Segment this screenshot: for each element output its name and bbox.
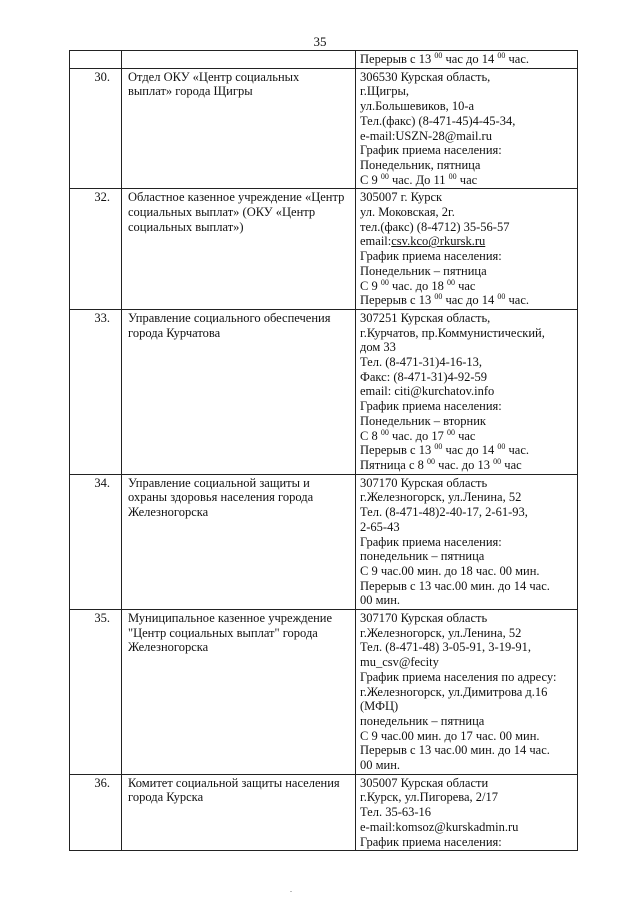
contact-info-text: г.Железногорск, ул.Ленина, 52 [360, 490, 522, 505]
organization-cell [122, 189, 356, 310]
row-number-cell: 30. [70, 68, 122, 189]
table-row [70, 51, 578, 69]
contact-info-line [360, 835, 573, 850]
contact-info-text: 00 мин. [360, 593, 401, 608]
organization-cell [122, 474, 356, 609]
contact-info-text: час [454, 428, 476, 443]
contact-info-text: Тел. (8-471-48)2-40-17, 2-61-93, [360, 505, 528, 520]
row-number-cell: 34. [70, 474, 122, 609]
row-number-cell: 35. [70, 610, 122, 775]
contact-info-line [360, 579, 573, 594]
time-minutes-superscript: 00 [427, 456, 436, 466]
contact-info-cell [356, 610, 578, 775]
contact-info-text: График приема населения по адресу: [360, 669, 557, 684]
contact-info-text: 307170 Курская область [360, 475, 488, 490]
email-link: csv.kco@rkursk.ru [391, 234, 486, 249]
contact-info-line [360, 220, 573, 235]
contact-info-text: Тел.(факс) (8-471-45)4-45-34, [360, 113, 516, 128]
contact-info-line [360, 655, 573, 670]
contact-info-text: час. [505, 52, 529, 66]
contact-info-line [360, 685, 573, 700]
contact-info-text: час. до 18 [388, 278, 447, 293]
contact-info-line [360, 326, 573, 341]
contact-info-line [360, 820, 573, 835]
contact-info-text: График приема населения: [360, 399, 502, 414]
contact-info-text: С 9 [360, 172, 381, 187]
page-number: 35 [313, 34, 327, 49]
contact-info-text: Факс: (8-471-31)4-92-59 [360, 369, 488, 384]
time-minutes-superscript: 00 [380, 277, 389, 287]
contact-info-cell [356, 309, 578, 474]
contact-info-text: График приема населения: [360, 249, 502, 264]
time-minutes-superscript: 00 [497, 292, 506, 302]
contact-info-text: г.Железногорск, ул.Ленина, 52 [360, 625, 522, 640]
time-minutes-superscript: 00 [434, 442, 443, 452]
contact-info-text: г.Курск, ул.Пигорева, 2/17 [360, 790, 499, 805]
organization-name-line: Железногорска [128, 505, 209, 520]
contact-info-text: ул.Большевиков, 10-а [360, 99, 475, 114]
contact-info-line [360, 70, 573, 85]
contact-info-text: 306530 Курская область, [360, 69, 491, 84]
contact-info-text: Тел. 35-63-16 [360, 805, 432, 820]
organization-name-line: города Курска [128, 790, 204, 805]
organization-cell [122, 610, 356, 775]
time-minutes-superscript: 00 [448, 171, 457, 181]
contact-info-line [360, 490, 573, 505]
contact-info-text: час. до 17 [388, 428, 447, 443]
contact-info-text: Понедельник – вторник [360, 413, 486, 428]
contact-info-line [360, 173, 573, 188]
organization-cell [122, 774, 356, 851]
contact-info-text: (МФЦ) [360, 699, 399, 714]
organization-name-line: Управление социальной защиты и [128, 475, 310, 490]
contact-info-line [360, 593, 573, 608]
contact-info-text: час. до 13 [435, 457, 494, 472]
contact-info-line [360, 505, 573, 520]
contact-info-text: email: [360, 234, 392, 249]
contact-info-cell [356, 474, 578, 609]
contact-info-line [360, 520, 573, 535]
contact-info-line [360, 84, 573, 99]
contact-info-line [360, 399, 573, 414]
contact-info-line [360, 114, 573, 129]
contact-info-text: e-mail:komsoz@kurskadmin.ru [360, 819, 519, 834]
contact-info-text: mu_csv@fecity [360, 655, 439, 670]
organization-name-line: Комитет социальной защиты населения [128, 775, 340, 790]
contact-info-text: Перерыв с 13 час.00 мин. до 14 час. [360, 578, 550, 593]
contact-info-text: час. [505, 293, 529, 308]
time-minutes-superscript: 00 [380, 427, 389, 437]
contact-info-text: час до 14 [442, 443, 498, 458]
contact-info-text: Понедельник, пятница [360, 157, 481, 172]
contact-info-line [360, 355, 573, 370]
contact-info-line [360, 205, 573, 220]
contact-info-line [360, 293, 573, 308]
contact-info-line [360, 458, 573, 473]
organization-cell [122, 309, 356, 474]
contact-info-text: г.Щигры, [360, 84, 410, 99]
contact-info-text: тел.(факс) (8-4712) 35-56-57 [360, 219, 510, 234]
contact-info-line [360, 640, 573, 655]
contact-info-text: 2-65-43 [360, 519, 400, 534]
contact-info-text: 00 мин. [360, 758, 401, 773]
contact-info-line [360, 158, 573, 173]
organization-cell [122, 68, 356, 189]
contact-info-line [360, 249, 573, 264]
contact-info-line [360, 340, 573, 355]
contact-info-text: дом 33 [360, 340, 396, 355]
row-number-cell: 33. [70, 309, 122, 474]
contact-info-line [360, 535, 573, 550]
contact-info-line [360, 714, 573, 729]
contact-info-text: С 9 [360, 278, 381, 293]
time-minutes-superscript: 00 [497, 51, 506, 60]
contact-info-text: email: citi@kurchatov.info [360, 384, 495, 399]
contact-info-cell [356, 774, 578, 851]
contact-info-text: Понедельник – пятница [360, 263, 487, 278]
row-number-cell [70, 51, 122, 69]
organization-name-line: Областное казенное учреждение «Центр [128, 190, 345, 205]
contact-info-line [360, 626, 573, 641]
time-minutes-superscript: 00 [446, 277, 455, 287]
contact-info-text: Перерыв с 13 [360, 52, 435, 66]
contacts-table [69, 50, 578, 851]
contact-info-text: г.Курчатов, пр.Коммунистический, [360, 325, 545, 340]
contact-info-text: понедельник – пятница [360, 713, 485, 728]
contact-info-cell [356, 189, 578, 310]
contact-info-text: Перерыв с 13 час.00 мин. до 14 час. [360, 743, 550, 758]
contact-info-line [360, 670, 573, 685]
contact-info-line [360, 129, 573, 144]
organization-name-line: "Центр социальных выплат" города [128, 625, 318, 640]
contact-info-line [360, 279, 573, 294]
contact-info-text: С 9 час.00 мин. до 17 час. 00 мин. [360, 728, 540, 743]
contact-info-text: час. До 11 [388, 172, 449, 187]
contact-info-text: час [454, 278, 476, 293]
table-row [70, 474, 578, 609]
contact-info-line [360, 190, 573, 205]
contact-info-text: 307251 Курская область, [360, 310, 491, 325]
contact-info-text: С 8 [360, 428, 381, 443]
organization-name-line: Муниципальное казенное учреждение [128, 611, 333, 626]
contact-info-text: Перерыв с 13 [360, 443, 435, 458]
contact-info-line [360, 429, 573, 444]
contact-info-text: г.Железногорск, ул.Димитрова д.16 [360, 684, 548, 699]
row-number-cell: 32. [70, 189, 122, 310]
organization-name-line: охраны здоровья населения города [128, 490, 314, 505]
contact-info-line [360, 549, 573, 564]
contact-info-text: час до 14 [442, 52, 498, 66]
contact-info-text: Пятница с 8 [360, 457, 428, 472]
time-minutes-superscript: 00 [434, 292, 443, 302]
contact-info-line [360, 443, 573, 458]
contact-info-text: График приема населения: [360, 834, 502, 849]
time-minutes-superscript: 00 [497, 442, 506, 452]
contact-info-text: График приема населения: [360, 143, 502, 158]
contact-info-line [360, 790, 573, 805]
contact-info-text: Перерыв с 13 [360, 293, 435, 308]
contact-info-line [360, 776, 573, 791]
contact-info-text: час. [505, 443, 529, 458]
table-row [70, 774, 578, 851]
organization-name-line: Железногорска [128, 640, 209, 655]
time-minutes-superscript: 00 [434, 51, 443, 60]
contact-info-text: час до 14 [442, 293, 498, 308]
contact-info-text: 305007 г. Курск [360, 190, 443, 205]
contact-info-line [360, 729, 573, 744]
contact-info-line [360, 264, 573, 279]
contact-info-line [360, 234, 573, 249]
contact-info-text: 305007 Курская области [360, 775, 489, 790]
contact-info-line [360, 758, 573, 773]
table-row [70, 610, 578, 775]
table-row [70, 309, 578, 474]
table-row [70, 189, 578, 310]
contact-info-text: понедельник – пятница [360, 549, 485, 564]
contact-info-line [360, 743, 573, 758]
organization-name-line: социальных выплат») [128, 219, 244, 234]
contact-info-text: e-mail:USZN-28@mail.ru [360, 128, 492, 143]
organization-cell [122, 51, 356, 69]
contact-info-text: час [456, 172, 478, 187]
organization-name-line: Отдел ОКУ «Центр социальных [128, 69, 300, 84]
contact-info-line [360, 414, 573, 429]
contact-info-text: Тел. (8-471-31)4-16-13, [360, 355, 483, 370]
organization-name-line: социальных выплат» (ОКУ «Центр [128, 205, 316, 220]
organization-name-line: выплат» города Щигры [128, 84, 253, 99]
contact-info-line [360, 370, 573, 385]
contact-info-cell [356, 68, 578, 189]
contact-info-line [360, 99, 573, 114]
contact-info-text: час [501, 457, 522, 472]
time-minutes-superscript: 00 [446, 427, 455, 437]
time-minutes-superscript: 00 [380, 171, 389, 181]
organization-name-line: Управление социального обеспечения [128, 310, 331, 325]
contact-info-line [360, 311, 573, 326]
contact-info-text: ул. Моковская, 2г. [360, 205, 455, 220]
contact-info-line [360, 52, 573, 67]
contact-info-text: Тел. (8-471-48) 3-05-91, 3-19-91, [360, 640, 531, 655]
contact-info-line [360, 611, 573, 626]
contact-info-line [360, 143, 573, 158]
contact-info-line [360, 476, 573, 491]
contact-info-cell [356, 51, 578, 69]
contact-info-line [360, 564, 573, 579]
contact-info-line [360, 699, 573, 714]
contact-info-text: График приема населения: [360, 534, 502, 549]
contact-info-text: 307170 Курская область [360, 611, 488, 626]
time-minutes-superscript: 00 [493, 456, 502, 466]
table-row [70, 68, 578, 189]
row-number-cell: 36. [70, 774, 122, 851]
scan-speck [290, 891, 292, 892]
contact-info-line [360, 384, 573, 399]
contact-info-text: С 9 час.00 мин. до 18 час. 00 мин. [360, 563, 540, 578]
organization-name-line: города Курчатова [128, 325, 221, 340]
contact-info-line [360, 805, 573, 820]
